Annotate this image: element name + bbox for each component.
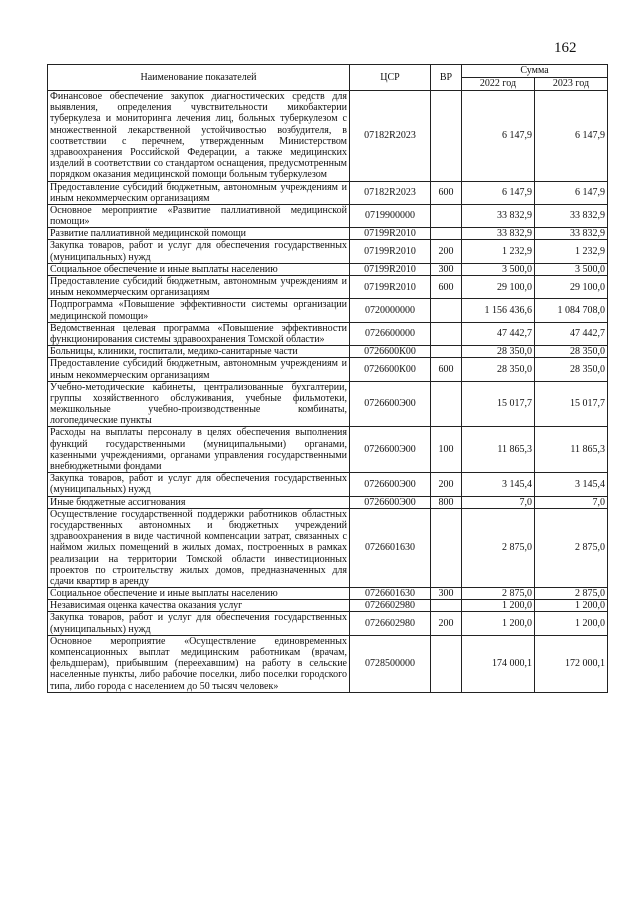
row-vr: 100 — [431, 427, 462, 473]
row-vr — [431, 381, 462, 427]
row-name: Предоставление субсидий бюджетным, автономным учреждениям и иным некоммерческим организациям — [48, 276, 350, 299]
row-amount-2023: 1 232,9 — [535, 240, 608, 263]
table-row — [48, 635, 608, 692]
page-number: 162 — [554, 40, 577, 56]
row-amount-2022: 1 156 436,6 — [462, 299, 535, 322]
row-name: Ведомственная целевая программа «Повышение эффективности функционирования системы здравоохранения Томской области» — [48, 322, 350, 345]
table-row — [48, 204, 608, 227]
row-amount-2023: 3 500,0 — [535, 263, 608, 275]
row-code: 0728500000 — [350, 635, 431, 692]
row-amount-2022: 2 875,0 — [462, 588, 535, 600]
row-name: Больницы, клиники, госпитали, медико-санитарные части — [48, 346, 350, 358]
row-code: 0726600К00 — [350, 346, 431, 358]
row-vr: 200 — [431, 473, 462, 496]
row-amount-2022: 7,0 — [462, 496, 535, 508]
row-amount-2023: 3 145,4 — [535, 473, 608, 496]
row-amount-2023: 28 350,0 — [535, 358, 608, 381]
row-code: 07199R2010 — [350, 263, 431, 275]
table-row — [48, 473, 608, 496]
row-vr: 300 — [431, 588, 462, 600]
row-vr — [431, 635, 462, 692]
table-row — [48, 91, 608, 182]
row-code: 07182R2023 — [350, 91, 431, 182]
table-row — [48, 228, 608, 240]
row-vr: 600 — [431, 181, 462, 204]
row-name: Финансовое обеспечение закупок диагностических средств для выявления, определения чувствительности микобактерии туберкулеза и мониторинга лечения лиц, больных туберкулезом с множественной лекарственной устойчивостью возбудителя, в соответствии с перечнем, утвержденным Министерством здравоохранения Российской Федерации, а также медицинских изделий в соответствии со стандартом оснащения, предусмотренным порядком оказания медицинской помощи больным туберкулезом — [48, 91, 350, 182]
table-row — [48, 588, 608, 600]
row-name: Подпрограмма «Повышение эффективности системы организации медицинской помощи» — [48, 299, 350, 322]
row-amount-2023: 1 200,0 — [535, 600, 608, 612]
table-row — [48, 600, 608, 612]
row-amount-2023: 1 200,0 — [535, 612, 608, 635]
table-row — [48, 427, 608, 473]
row-amount-2022: 6 147,9 — [462, 91, 535, 182]
row-vr — [431, 299, 462, 322]
row-name: Расходы на выплаты персоналу в целях обеспечения выполнения функций государственными (муниципальными) органами, казенными учреждениями, органами управления государственными внебюджетными фондами — [48, 427, 350, 473]
row-code: 0720000000 — [350, 299, 431, 322]
row-name: Независимая оценка качества оказания услуг — [48, 600, 350, 612]
row-amount-2023: 29 100,0 — [535, 276, 608, 299]
table-row — [48, 358, 608, 381]
table-row — [48, 276, 608, 299]
row-code: 0726600К00 — [350, 358, 431, 381]
row-vr: 800 — [431, 496, 462, 508]
row-amount-2022: 28 350,0 — [462, 358, 535, 381]
row-vr: 200 — [431, 240, 462, 263]
row-amount-2022: 11 865,3 — [462, 427, 535, 473]
row-code: 0726600Э00 — [350, 473, 431, 496]
row-vr — [431, 508, 462, 587]
row-name: Закупка товаров, работ и услуг для обеспечения государственных (муниципальных) нужд — [48, 473, 350, 496]
row-amount-2023: 6 147,9 — [535, 91, 608, 182]
row-amount-2023: 172 000,1 — [535, 635, 608, 692]
row-amount-2023: 1 084 708,0 — [535, 299, 608, 322]
row-amount-2022: 15 017,7 — [462, 381, 535, 427]
row-vr — [431, 228, 462, 240]
row-amount-2022: 1 232,9 — [462, 240, 535, 263]
row-name: Развитие паллиативной медицинской помощи — [48, 228, 350, 240]
row-name: Учебно-методические кабинеты, централизованные бухгалтерии, группы хозяйственного обслуживания, учебные фильмотеки, межшкольные учебно-производственные комбинаты, логопедические пункты — [48, 381, 350, 427]
row-amount-2023: 47 442,7 — [535, 322, 608, 345]
row-code: 0726601630 — [350, 508, 431, 587]
table-row — [48, 181, 608, 204]
row-amount-2022: 1 200,0 — [462, 612, 535, 635]
row-vr — [431, 346, 462, 358]
row-name: Закупка товаров, работ и услуг для обеспечения государственных (муниципальных) нужд — [48, 612, 350, 635]
row-vr: 600 — [431, 358, 462, 381]
row-amount-2022: 47 442,7 — [462, 322, 535, 345]
row-code: 0726600Э00 — [350, 381, 431, 427]
row-name: Предоставление субсидий бюджетным, автономным учреждениям и иным некоммерческим организациям — [48, 358, 350, 381]
row-name: Социальное обеспечение и иные выплаты населению — [48, 263, 350, 275]
row-code: 07199R2010 — [350, 276, 431, 299]
row-vr — [431, 600, 462, 612]
row-vr — [431, 204, 462, 227]
row-name: Социальное обеспечение и иные выплаты населению — [48, 588, 350, 600]
table-row — [48, 240, 608, 263]
row-code: 0726600Э00 — [350, 427, 431, 473]
row-amount-2022: 3 500,0 — [462, 263, 535, 275]
header-sum: Сумма — [462, 65, 608, 78]
header-name: Наименование показателей — [48, 65, 350, 91]
header-year-2022: 2022 год — [462, 78, 535, 91]
row-name: Закупка товаров, работ и услуг для обеспечения государственных (муниципальных) нужд — [48, 240, 350, 263]
row-amount-2022: 29 100,0 — [462, 276, 535, 299]
table-row — [48, 263, 608, 275]
table-row — [48, 381, 608, 427]
row-amount-2022: 33 832,9 — [462, 204, 535, 227]
row-amount-2023: 28 350,0 — [535, 346, 608, 358]
row-vr — [431, 322, 462, 345]
row-amount-2023: 2 875,0 — [535, 588, 608, 600]
row-amount-2022: 33 832,9 — [462, 228, 535, 240]
row-name: Иные бюджетные ассигнования — [48, 496, 350, 508]
row-vr — [431, 91, 462, 182]
row-code: 0726600Э00 — [350, 496, 431, 508]
row-code: 07199R2010 — [350, 228, 431, 240]
row-vr: 200 — [431, 612, 462, 635]
row-code: 0726602980 — [350, 612, 431, 635]
row-amount-2023: 6 147,9 — [535, 181, 608, 204]
table-row — [48, 508, 608, 587]
row-amount-2023: 33 832,9 — [535, 228, 608, 240]
table-row — [48, 346, 608, 358]
table-row — [48, 322, 608, 345]
row-amount-2022: 3 145,4 — [462, 473, 535, 496]
row-amount-2022: 28 350,0 — [462, 346, 535, 358]
row-code: 07199R2010 — [350, 240, 431, 263]
table-row — [48, 496, 608, 508]
row-amount-2023: 2 875,0 — [535, 508, 608, 587]
table-row — [48, 299, 608, 322]
row-name: Основное мероприятие «Осуществление единовременных компенсационных выплат медицинским работникам (врачам, фельдшерам), прибывшим (переехавшим) на работу в сельские населенные пункты, либо рабочие поселки, либо поселки городского типа, либо города с населением до 50 тысяч человек» — [48, 635, 350, 692]
row-amount-2023: 11 865,3 — [535, 427, 608, 473]
row-code: 0726600000 — [350, 322, 431, 345]
header-vr: ВР — [431, 65, 462, 91]
row-amount-2022: 6 147,9 — [462, 181, 535, 204]
row-amount-2023: 15 017,7 — [535, 381, 608, 427]
row-code: 0726602980 — [350, 600, 431, 612]
row-name: Основное мероприятие «Развитие паллиативной медицинской помощи» — [48, 204, 350, 227]
row-amount-2022: 1 200,0 — [462, 600, 535, 612]
row-name: Предоставление субсидий бюджетным, автономным учреждениям и иным некоммерческим организациям — [48, 181, 350, 204]
row-amount-2023: 7,0 — [535, 496, 608, 508]
header-csr: ЦСР — [350, 65, 431, 91]
row-name: Осуществление государственной поддержки работников областных государственных автономных и бюджетных учреждений здравоохранения в виде частичной компенсации затрат, связанных с наймом жилых помещений в жилых домах, построенных в рамках реализации на территории Томской области инвестиционных проектов по строительству жилых домов, предназначенных для сдачи квартир в аренду — [48, 508, 350, 587]
row-code: 0719900000 — [350, 204, 431, 227]
row-amount-2022: 174 000,1 — [462, 635, 535, 692]
table-row — [48, 612, 608, 635]
row-amount-2022: 2 875,0 — [462, 508, 535, 587]
row-vr: 300 — [431, 263, 462, 275]
row-amount-2023: 33 832,9 — [535, 204, 608, 227]
header-year-2023: 2023 год — [535, 78, 608, 91]
budget-table — [47, 64, 608, 693]
row-code: 07182R2023 — [350, 181, 431, 204]
row-vr: 600 — [431, 276, 462, 299]
row-code: 0726601630 — [350, 588, 431, 600]
